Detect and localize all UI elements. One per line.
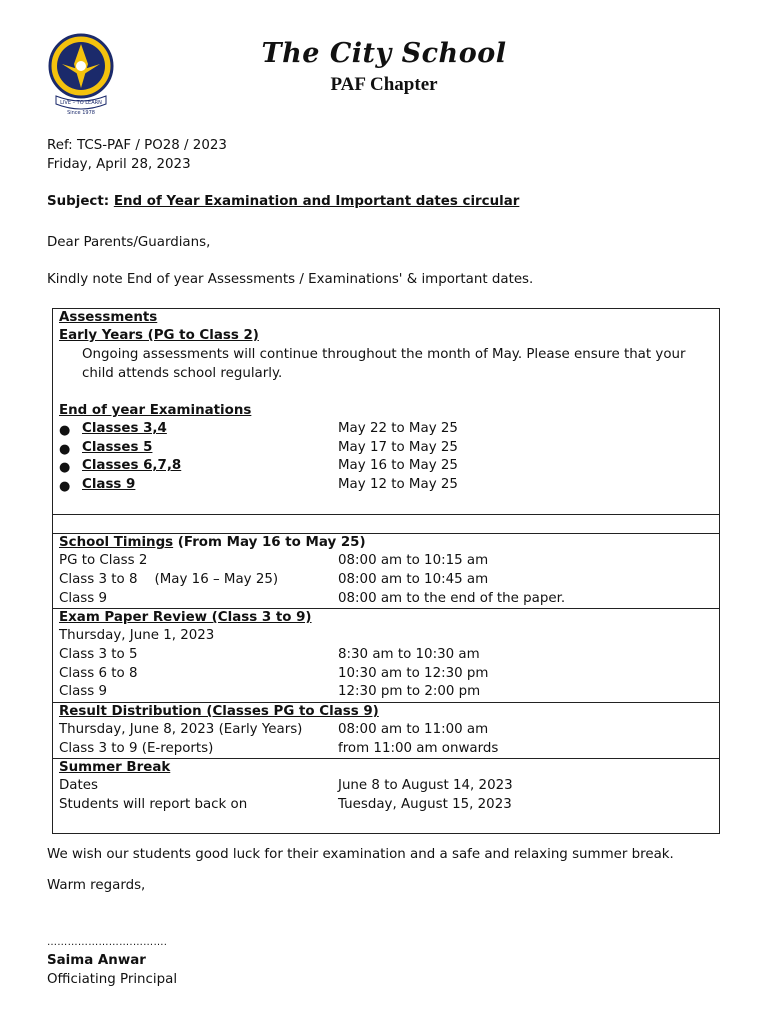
- review-heading: Exam Paper Review (Class 3 to 9): [59, 610, 312, 625]
- exam-class: Classes 3,4: [82, 421, 167, 436]
- result-value: from 11:00 am onwards: [338, 741, 499, 756]
- exams-heading: End of year Examinations: [59, 403, 252, 418]
- timing-label: PG to Class 2: [59, 553, 148, 568]
- summer-label: Students will report back on: [59, 797, 248, 812]
- chapter-name: PAF Chapter: [330, 74, 438, 95]
- review-date: Thursday, June 1, 2023: [59, 628, 215, 643]
- review-label: Class 6 to 8: [59, 666, 138, 681]
- timings-heading-suffix: (From May 16 to May 25): [173, 535, 366, 550]
- exam-class: Classes 6,7,8: [82, 458, 182, 473]
- review-value: 12:30 pm to 2:00 pm: [338, 684, 481, 699]
- review-label: Class 3 to 5: [59, 647, 138, 662]
- timing-value: 08:00 am to 10:15 am: [338, 553, 489, 568]
- summer-value: June 8 to August 14, 2023: [338, 778, 513, 793]
- bullet-icon: ●: [59, 442, 71, 457]
- timings-heading: School Timings: [59, 535, 174, 550]
- result-value: 08:00 am to 11:00 am: [338, 722, 489, 737]
- bullet-icon: ●: [59, 460, 71, 475]
- logo-motto: LIVE – TO LEARN: [60, 100, 102, 106]
- exam-dates: May 16 to May 25: [338, 458, 458, 473]
- early-years-text: Ongoing assessments will continue throughout the month of May. Please ensure that your child attends school regularly.: [82, 347, 686, 381]
- intro-text: Kindly note End of year Assessments / Examinations' & important dates.: [47, 272, 534, 287]
- exam-class: Class 9: [82, 477, 136, 492]
- subject-text: End of Year Examination and Important dates circular: [113, 194, 520, 209]
- timing-value: 08:00 am to 10:45 am: [338, 572, 489, 587]
- timing-label: Class 9: [59, 591, 108, 606]
- assessments-heading: Assessments: [59, 310, 158, 325]
- result-label: Class 3 to 9 (E-reports): [59, 741, 214, 756]
- summer-label: Dates: [59, 778, 98, 793]
- closing-regards: Warm regards,: [47, 878, 146, 893]
- summer-heading: Summer Break: [59, 760, 171, 775]
- review-value: 8:30 am to 10:30 am: [338, 647, 480, 662]
- exam-dates: May 12 to May 25: [338, 477, 458, 492]
- summer-value: Tuesday, August 15, 2023: [338, 797, 512, 812]
- result-heading: Result Distribution (Classes PG to Class 9): [59, 704, 379, 719]
- school-name: The City School: [261, 38, 507, 69]
- result-label: Thursday, June 8, 2023 (Early Years): [59, 722, 303, 737]
- exam-class: Classes 5: [82, 440, 153, 455]
- timing-value: 08:00 am to the end of the paper.: [338, 591, 566, 606]
- reference-number: Ref: TCS-PAF / PO28 / 2023: [47, 138, 227, 153]
- timing-label: Class 3 to 8 (May 16 – May 25): [59, 572, 279, 587]
- review-label: Class 9: [59, 684, 108, 699]
- subject-line: [47, 193, 519, 211]
- exam-dates: May 17 to May 25: [338, 440, 458, 455]
- signatory-title: Officiating Principal: [47, 972, 178, 987]
- closing-wish: We wish our students good luck for their examination and a safe and relaxing summer break.: [47, 847, 674, 862]
- timings-heading-row: [59, 534, 366, 553]
- table-divider: [52, 514, 720, 515]
- early-years-heading: Early Years (PG to Class 2): [59, 328, 259, 343]
- subject-label: Subject:: [47, 194, 110, 209]
- bullet-icon: ●: [59, 423, 71, 438]
- logo-since: Since 1978: [67, 110, 95, 116]
- letter-date: Friday, April 28, 2023: [47, 157, 191, 172]
- bullet-icon: ●: [59, 479, 71, 494]
- signatory-name: Saima Anwar: [47, 953, 146, 968]
- review-value: 10:30 am to 12:30 pm: [338, 666, 489, 681]
- exam-dates: May 22 to May 25: [338, 421, 458, 436]
- salutation: Dear Parents/Guardians,: [47, 235, 211, 250]
- signature-line: …………………….……….: [47, 937, 168, 948]
